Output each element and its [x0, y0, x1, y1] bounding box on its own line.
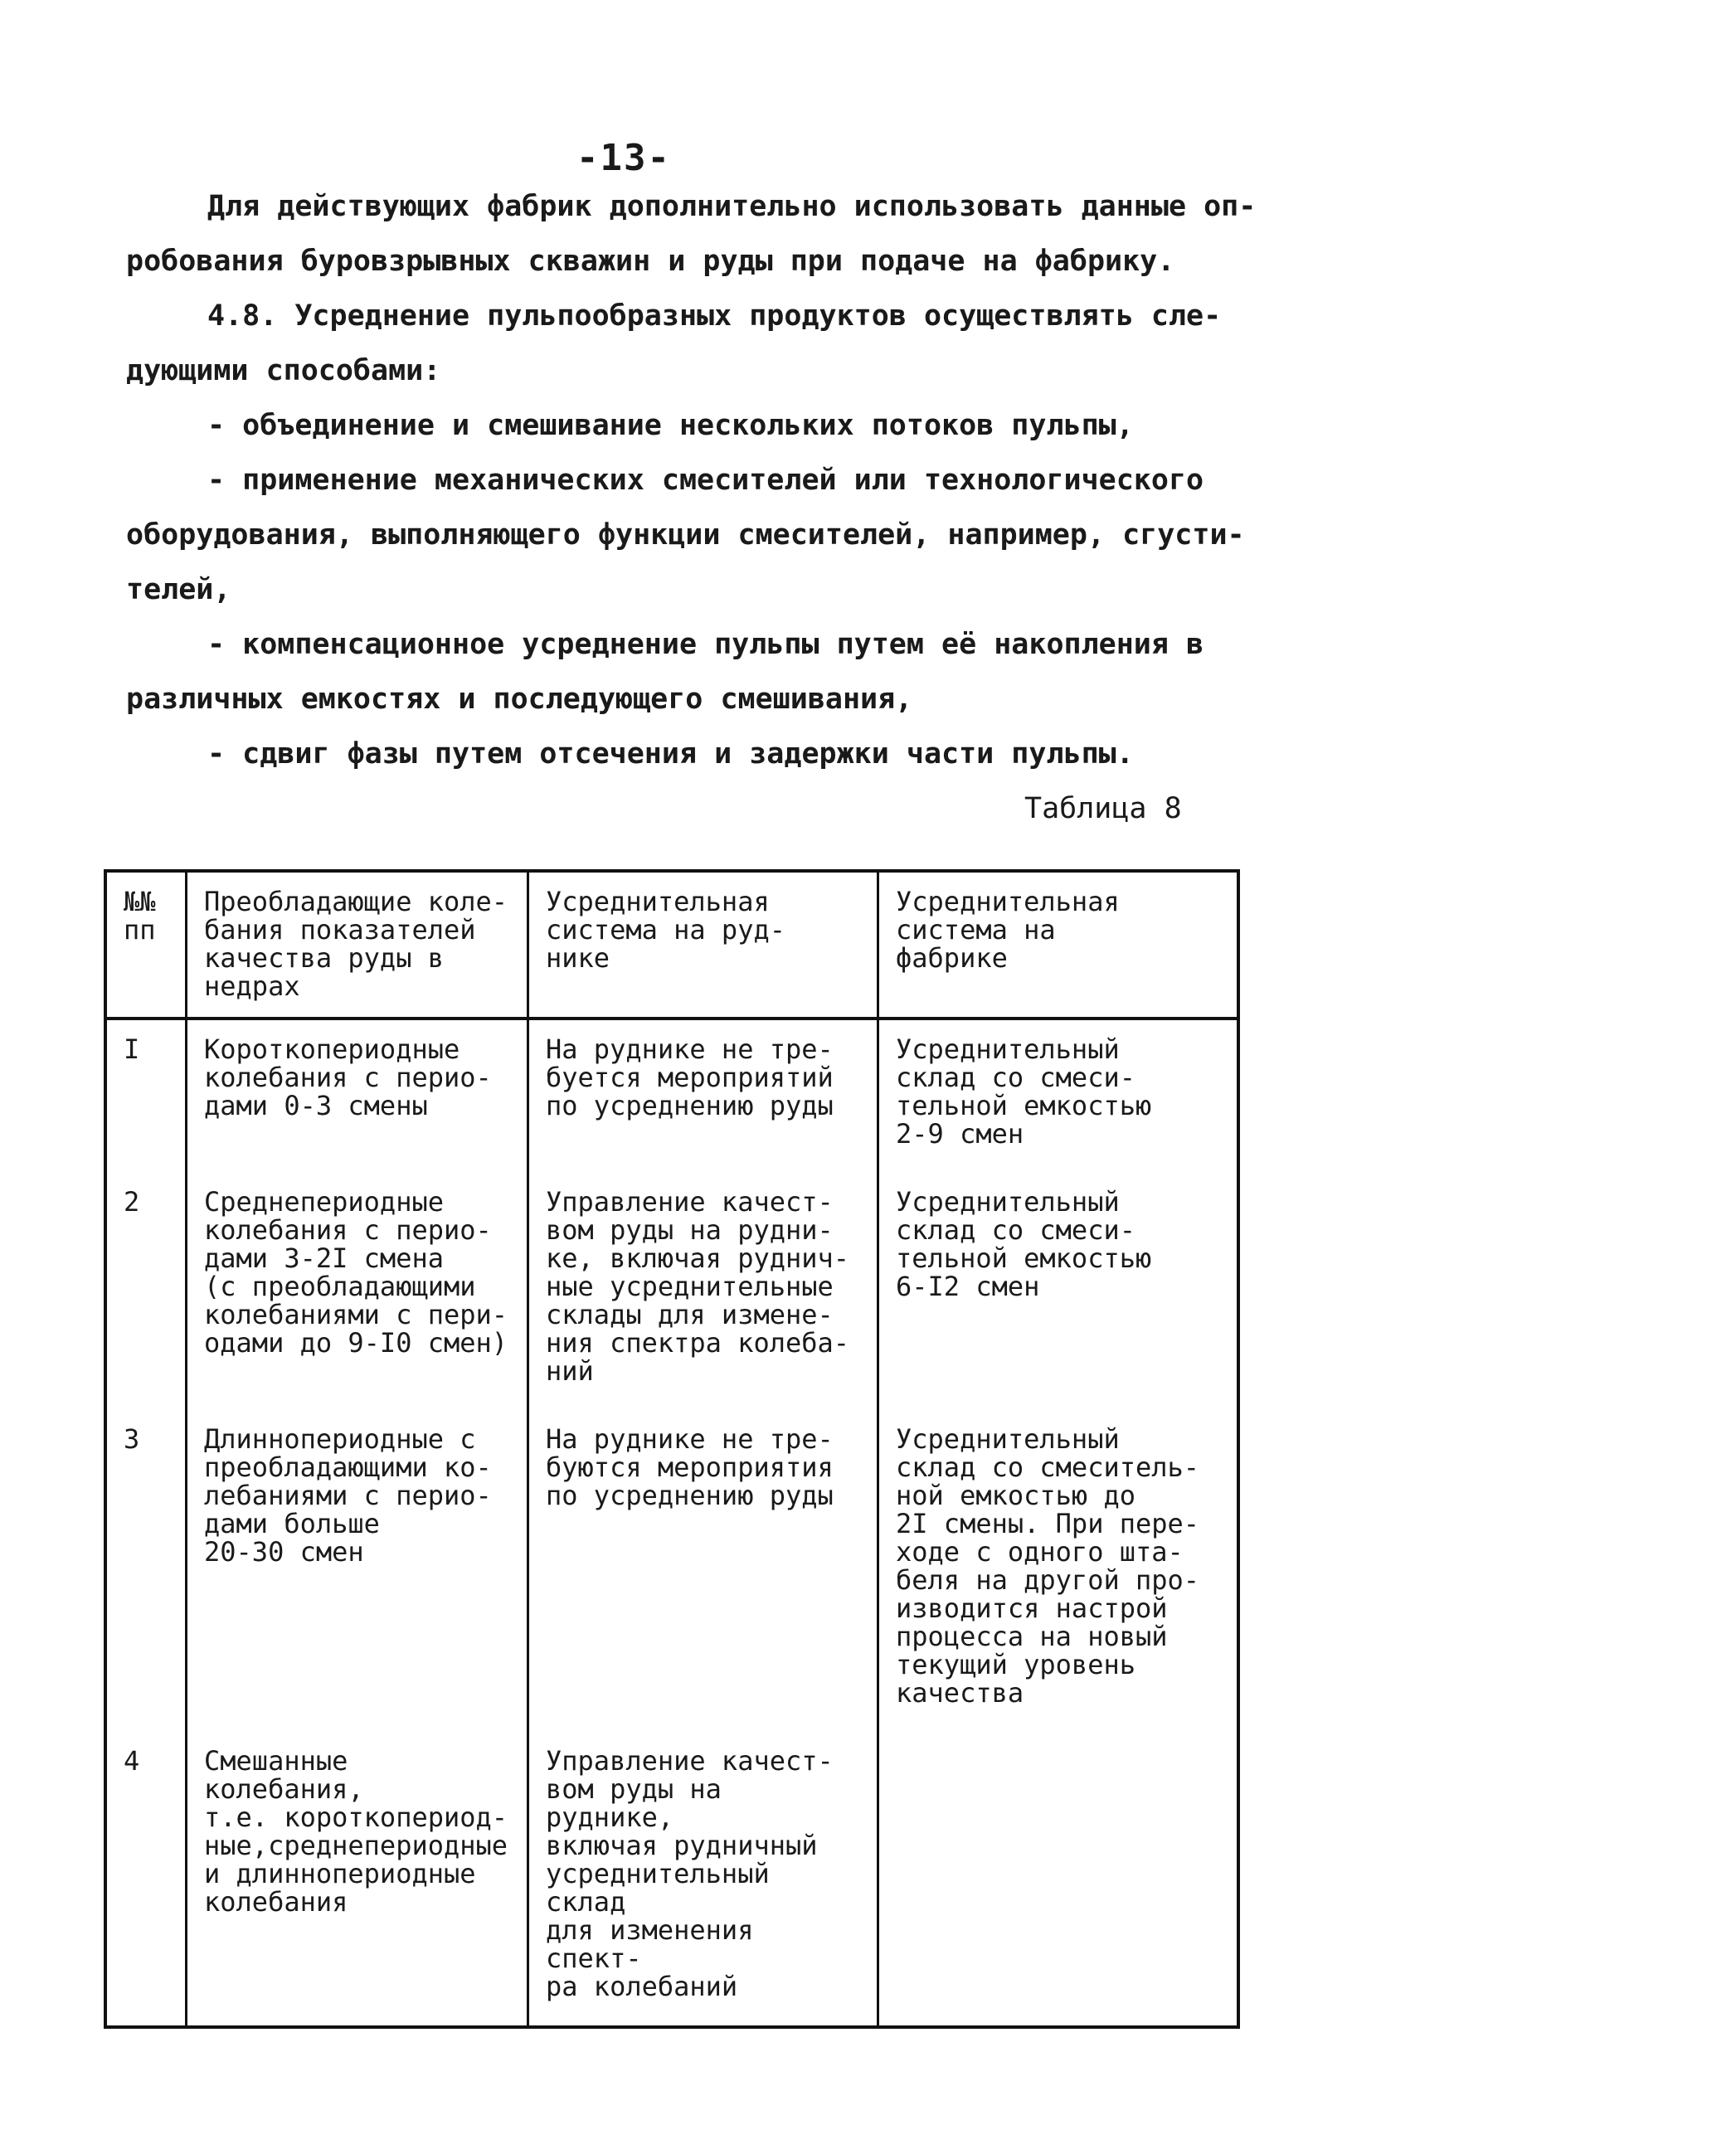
table-row — [105, 1173, 1238, 1410]
table-caption: Таблица 8 — [1024, 792, 1182, 825]
text-line: оборудования, выполняющего функции смесителей, например, сгусти- — [126, 518, 1245, 552]
row-number: 4 — [105, 1732, 187, 2027]
cell-fluctuations: Длиннопериодные с преобладающими ко- лебаниями с перио- дами больше 20-30 смен — [187, 1410, 528, 1732]
text-line: Для действующих фабрик дополнительно использовать данные оп- — [207, 190, 1257, 223]
row-number: 2 — [105, 1173, 187, 1410]
text-line: дующими способами: — [126, 354, 441, 387]
cell-mine-system: Управление качест- вом руды на руднике, включая рудничный усреднительный склад для изменения спект- ра колебаний — [528, 1732, 878, 2027]
table-row — [105, 1410, 1238, 1732]
cell-factory-system: Усреднительный склад со смеси- тельной емкостью 2-9 смен — [878, 1019, 1239, 1173]
cell-mine-system: Управление качест- вом руды на рудни- ке, включая руднич- ные усреднительные склады для измене- ния спектра колеба- ний — [528, 1173, 878, 1410]
text-line: - компенсационное усреднение пульпы путем её накопления в — [207, 628, 1204, 661]
cell-factory-system — [878, 1732, 1239, 2027]
text-line: 4.8. Усреднение пульпообразных продуктов осуществлять сле- — [207, 299, 1222, 333]
text-line: - сдвиг фазы путем отсечения и задержки части пульпы. — [207, 737, 1134, 771]
cell-factory-system: Усреднительный склад со смеситель- ной емкостью до 2I смены. При пере- ходе с одного шта- беля на другой про- изводится настрой процесса на новый текущий уровень качества — [878, 1410, 1239, 1732]
cell-fluctuations: Смешанные колебания, т.е. короткопериод- ные,среднепериодные и длиннопериодные колебания — [187, 1732, 528, 2027]
cell-factory-system: Усреднительный склад со смеси- тельной емкостью 6-I2 смен — [878, 1173, 1239, 1410]
row-number: 3 — [105, 1410, 187, 1732]
averaging-systems-table — [104, 869, 1240, 2029]
table-row — [105, 1732, 1238, 2027]
cell-mine-system: На руднике не тре- буется мероприятий по усреднению руды — [528, 1019, 878, 1173]
header-mine-system: Усреднительная система на руд- нике — [528, 871, 878, 1019]
cell-fluctuations: Среднепериодные колебания с перио- дами 3-2I смена (с преобладающими колебаниями с пери- одами до 9-I0 смен) — [187, 1173, 528, 1410]
text-line: - объединение и смешивание нескольких потоков пульпы, — [207, 409, 1134, 442]
cell-fluctuations: Короткопериодные колебания с перио- дами 0-3 смены — [187, 1019, 528, 1173]
page-number: -13- — [576, 137, 671, 179]
cell-mine-system: На руднике не тре- буются мероприятия по усреднению руды — [528, 1410, 878, 1732]
header-number: №№ пп — [105, 871, 187, 1019]
text-line: различных емкостях и последующего смешивания, — [126, 683, 913, 716]
header-fluctuations: Преобладающие коле- бания показателей качества руды в недрах — [187, 871, 528, 1019]
text-line: - применение механических смесителей или технологического — [207, 464, 1204, 497]
header-factory-system: Усреднительная система на фабрике — [878, 871, 1239, 1019]
text-line: робования буровзрывных скважин и руды при подаче на фабрику. — [126, 245, 1175, 278]
row-number: I — [105, 1019, 187, 1173]
table-header-row — [105, 871, 1238, 1019]
table-row — [105, 1019, 1238, 1173]
text-line: телей, — [126, 573, 231, 606]
